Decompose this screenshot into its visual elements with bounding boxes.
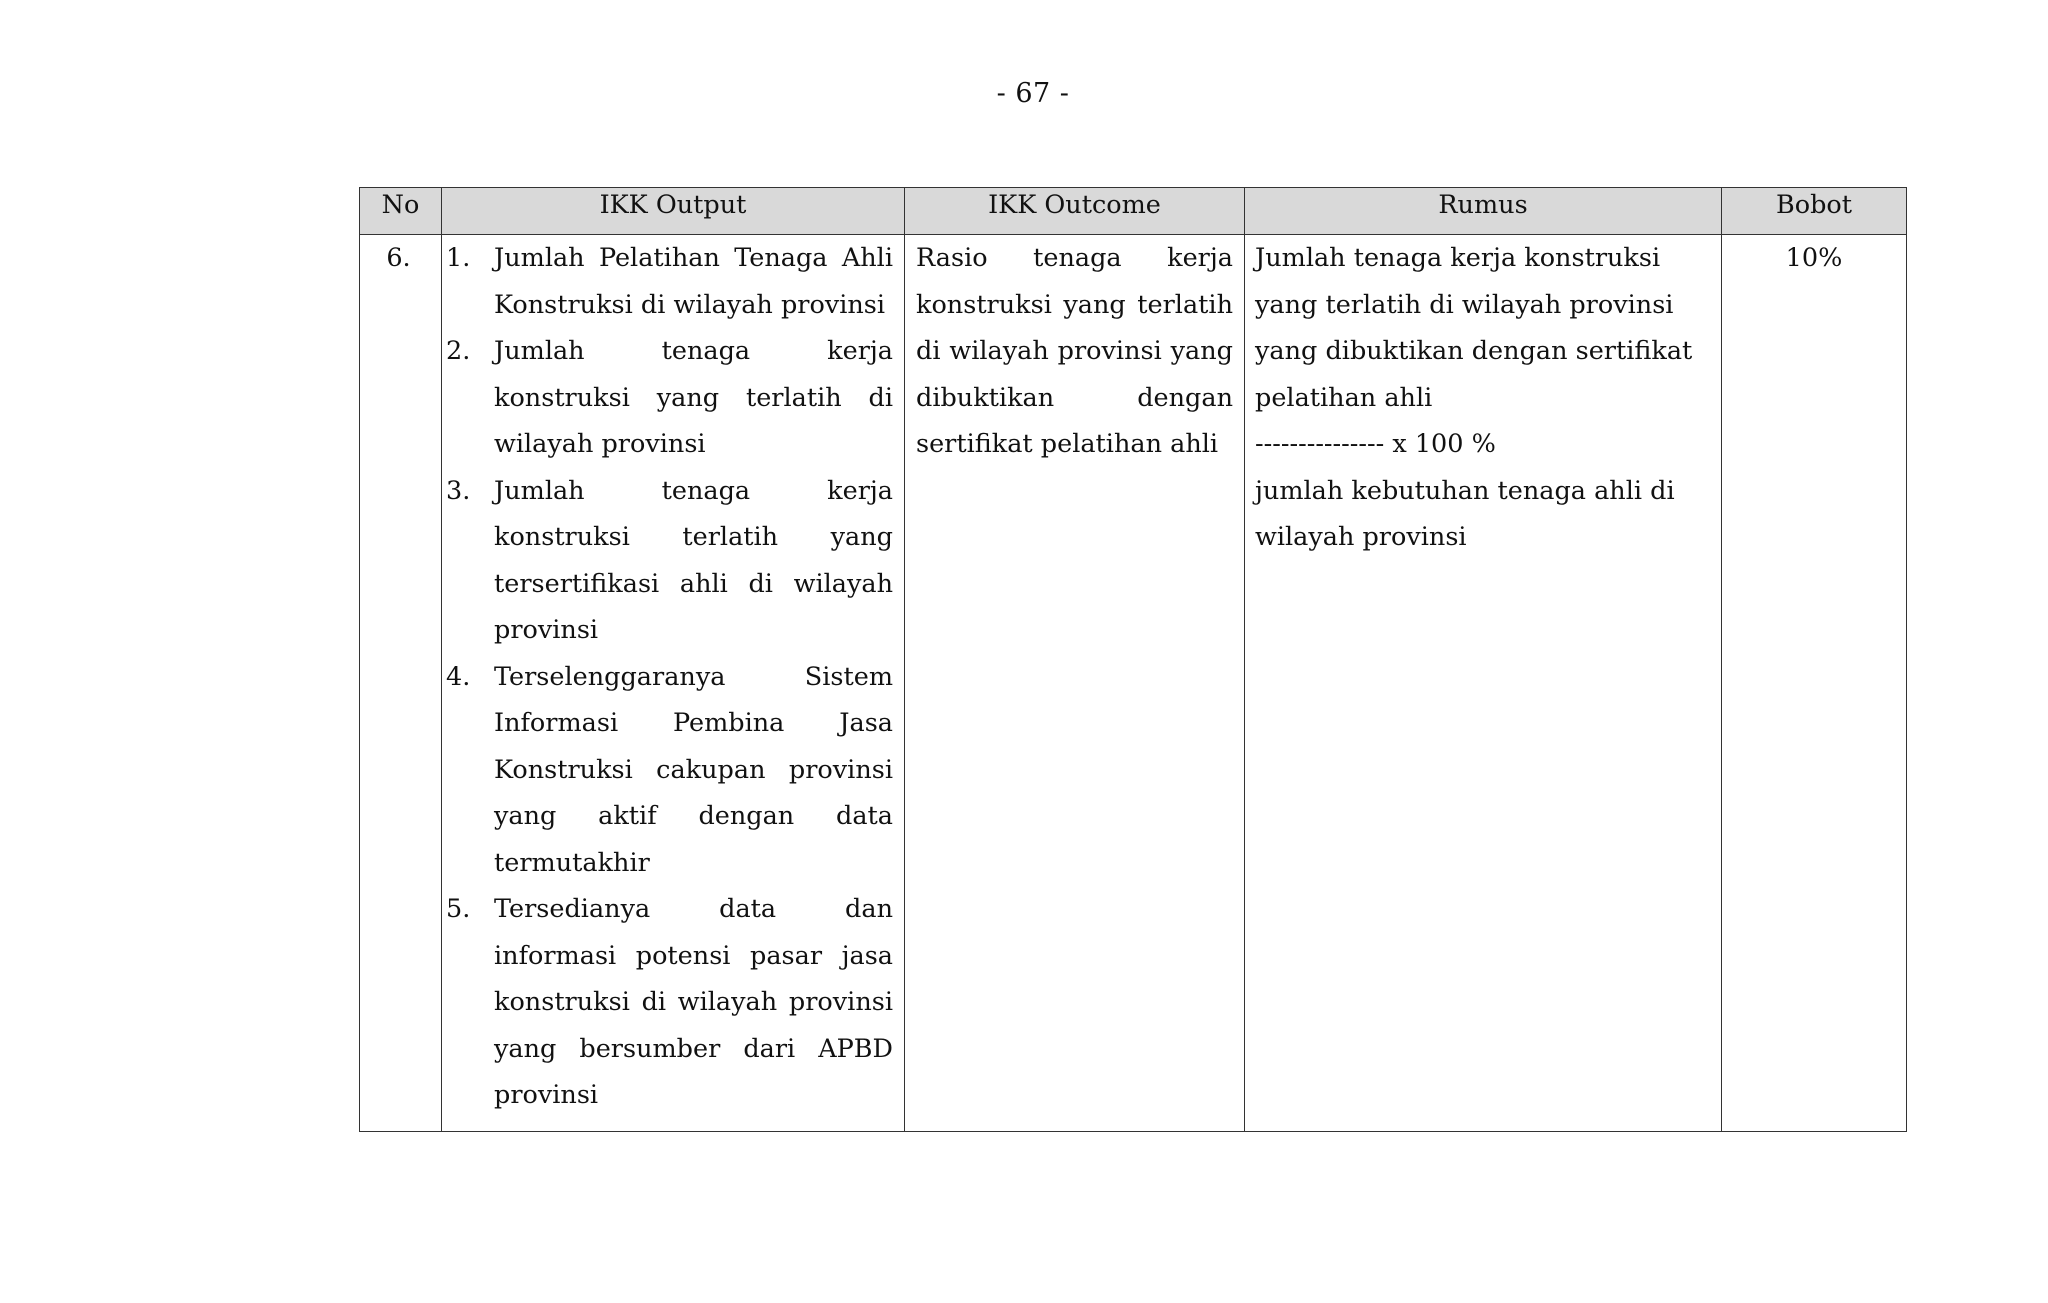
output-item-text: Jumlah Pelatihan Tenaga Ahli Konstruksi di wilayah provinsi [494,243,893,320]
output-list-item [446,468,893,654]
output-item-number: 4. [446,661,471,692]
cell-bobot: 10% [1722,235,1907,1132]
table-row [360,235,1907,1132]
output-item-text: Jumlah tenaga kerja konstruksi terlatih yang tersertifikasi ahli di wilayah provinsi [494,475,893,645]
cell-rumus [1245,235,1722,1132]
header-no: No [360,188,442,235]
output-list-item [446,886,893,1119]
output-item-number: 5. [446,894,471,924]
outcome-text: Rasio tenaga kerja konstruksi yang terlatih di wilayah provinsi yang dibuktikan dengan sertifikat pelatihan ahli [916,243,1233,459]
ikk-table [359,187,1907,1132]
output-item-number: 1. [446,243,471,273]
output-item-text: Terselenggaranya Sistem Informasi Pembina Jasa Konstruksi cakupan provinsi yang aktif dengan data termutakhir [494,661,893,878]
rumus-operator: --------------- x 100 % [1255,429,1496,459]
output-list-item [446,654,893,887]
header-bobot: Bobot [1722,188,1907,235]
output-item-number: 2. [446,336,471,366]
table-header-row [360,188,1907,235]
output-item-text: Jumlah tenaga kerja konstruksi yang terlatih di wilayah provinsi [494,336,893,459]
rumus-denominator: jumlah kebutuhan tenaga ahli di wilayah provinsi [1255,475,1675,552]
output-list-item [446,235,893,328]
header-ikk-outcome: IKK Outcome [905,188,1245,235]
header-ikk-output: IKK Output [442,188,905,235]
output-item-text: Tersedianya data dan informasi potensi pasar jasa konstruksi di wilayah provinsi yang bersumber dari APBD provinsi [494,894,893,1110]
output-list-item [446,328,893,468]
page-number: - 67 - [996,78,1070,109]
header-rumus: Rumus [1245,188,1722,235]
cell-ikk-output [442,235,905,1132]
cell-ikk-outcome [905,235,1245,1132]
rumus-numerator: Jumlah tenaga kerja konstruksi yang terlatih di wilayah provinsi yang dibuktikan dengan sertifikat pelatihan ahli [1255,243,1693,413]
output-item-number: 3. [446,475,471,506]
cell-no: 6. [360,235,442,1132]
